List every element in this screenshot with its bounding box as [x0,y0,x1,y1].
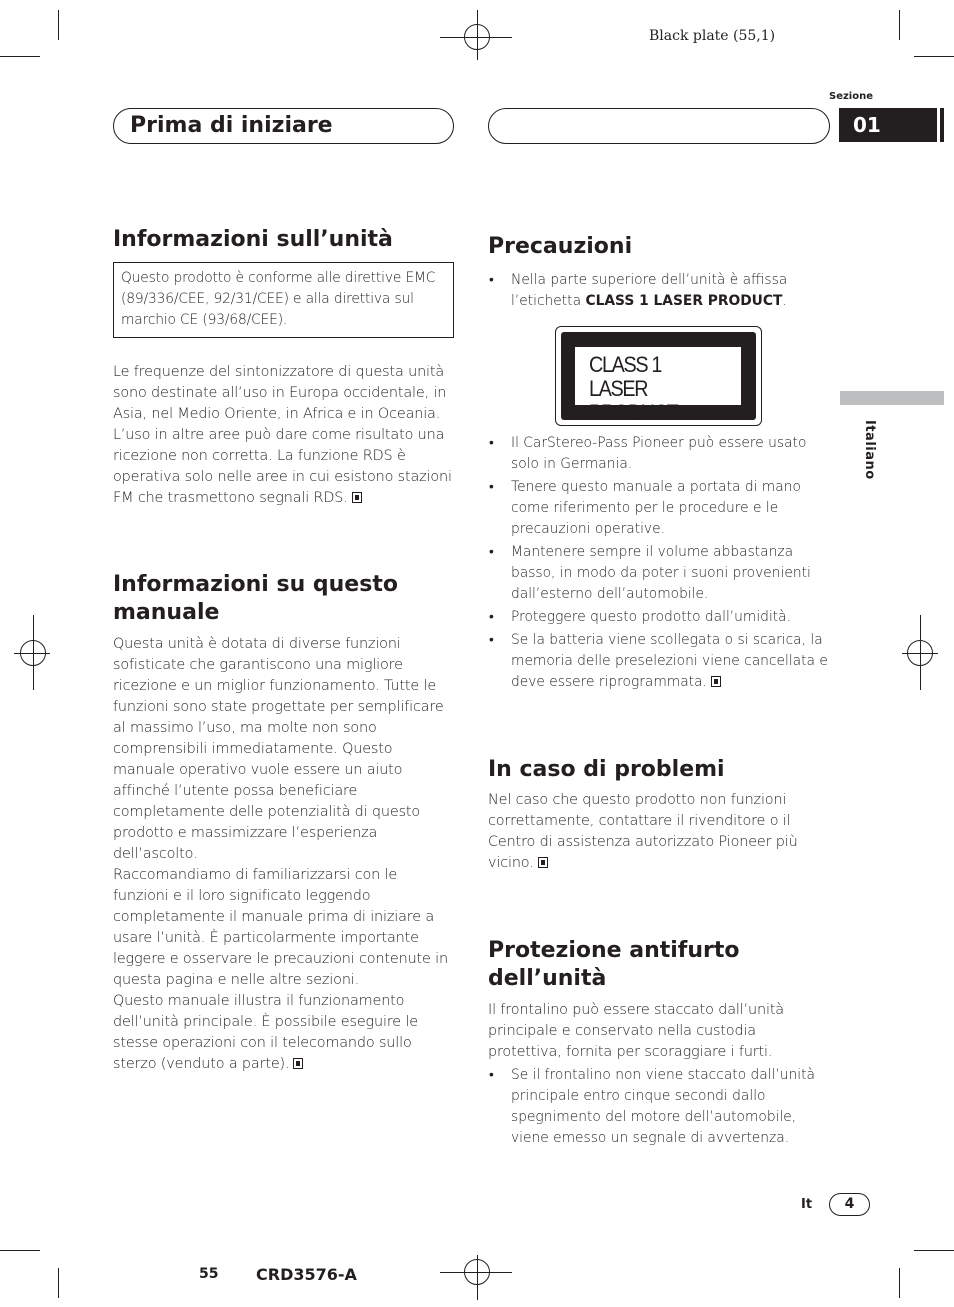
list-item: • Proteggere questo prodotto dall’umidità. [488,607,833,628]
list-item: • Se la batteria viene scollegata o si scarica, la memoria delle preselezioni viene cancellata e deve essere riprogrammata. [488,630,833,693]
list-item: • Tenere questo manuale a portata di mano come riferimento per le procedure e le precauzioni operative. [488,477,833,540]
list-item: • Nella parte superiore dell’unità è affissa l’etichetta CLASS 1 LASER PRODUCT. [488,270,830,312]
print-page: 55 [199,1266,219,1282]
precauzioni-title: Precauzioni [488,234,633,259]
problemi-title: In caso di problemi [488,757,725,782]
lang-code: It [801,1197,813,1212]
manual-text-3: Questo manuale illustra il funzionamento dell’unità principale. È possibile eseguire le stesse operazioni con il telecomando sullo sterzo (venduto a parte). [113,993,418,1072]
info-title: Informazioni sull’unità [113,227,393,252]
language-label: Italiano [862,420,877,480]
manual-title: Informazioni su questo manuale [113,572,398,625]
section-number: 01 [839,108,944,142]
list-item: • Il CarStereo-Pass Pioneer può essere usato solo in Germania. [488,433,833,475]
laser-bullet-list [488,270,830,314]
list-item: • Mantenere sempre il volume abbastanza basso, in modo da poter i suoni provenienti dall’esterno dell’automobile. [488,542,833,605]
end-mark-icon [538,857,548,868]
laser-label-image [555,326,762,426]
antifurto-paragraph: Il frontalino può essere staccato dall’unità principale e conservato nella custodia protettiva, fornita per scoraggiare i furti. [488,1002,784,1060]
chapter-header [113,108,454,144]
antifurto-title: Protezione antifurto dell’unità [488,938,740,991]
chapter-title: Prima di iniziare [130,113,333,138]
manual-body [113,634,455,1075]
plate-label: Black plate (55,1) [649,28,776,44]
info-paragraph [113,362,455,509]
precauzioni-list [488,433,833,695]
manual-paragraph-3 [113,991,455,1075]
problemi-paragraph: Nel caso che questo prodotto non funzioni correttamente, contattare il rivenditore o il Centro di assistenza autorizzato Pioneer più vicino. [488,792,798,871]
laser-label-text: CLASS 1 LASER PRODUCT [589,352,678,425]
page-number: 4 [829,1193,870,1216]
antifurto-list [488,1065,830,1151]
section-label: Sezione [829,91,874,102]
end-mark-icon [293,1058,303,1069]
doc-code: CRD3576-A [256,1265,357,1284]
end-mark-icon [711,676,721,687]
list-item: • Se il frontalino non viene staccato dall’unità principale entro cinque secondi dallo spegnimento del motore dell’automobile, viene emesso un segnale di avvertenza. [488,1065,830,1149]
manual-paragraph-2: Raccomandiamo di familiarizzarsi con le funzioni e il loro significato leggendo completamente il manuale prima di iniziare a usare l’unità. È particolarmente importante leggere e osservare le precauzioni contenute in questa pagina e nelle altre sezioni. [113,867,448,988]
info-text: Le frequenze del sintonizzatore di questa unità sono destinate all’uso in Europa occidentale, in Asia, nel Medio Oriente, in Africa e in Oceania. L’uso in altre aree può dare come risultato una ricezione non corretta. La funzione RDS è operativa solo nelle aree in cui esistono stazioni FM che trasmettono segnali RDS. [113,364,452,506]
chapter-header-right [488,108,830,144]
language-tab [840,391,944,405]
conformity-text: Questo prodotto è conforme alle direttive EMC (89/336/CEE, 92/31/CEE) e alla direttiva sul marchio CE (93/68/CEE). [121,270,436,328]
end-mark-icon [352,492,362,503]
manual-paragraph-1: Questa unità è dotata di diverse funzioni sofisticate che garantiscono una migliore ricezione e un miglior funzionamento. Tutte le funzioni sono state progettate per semplificare al massimo l’uso, ma molte non sono comprensibili immediatamente. Questo manuale operativo vuole essere un aiuto affinché l’utente possa beneficiare completamente delle potenzialità di questo prodotto e massimizzare l’esperienza dell’ascolto. [113,636,444,862]
conformity-box [113,262,454,338]
